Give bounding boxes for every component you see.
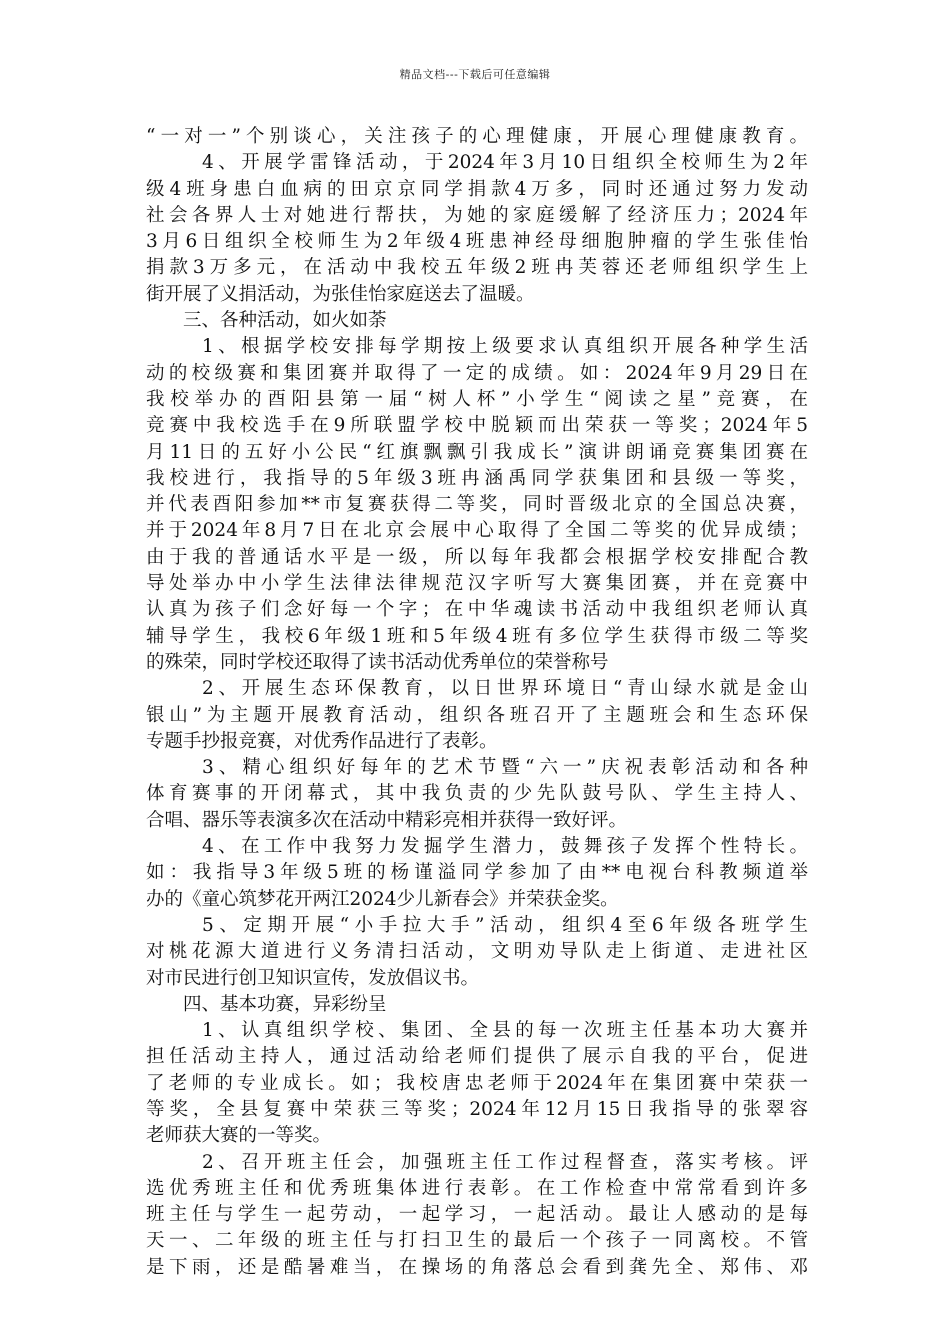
text-line: 2、开展生态环保教育，以日世界环境日“青山绿水就是金山 (202, 678, 808, 700)
text-line: 由于我的普通话水平是一级，所以每年我都会根据学校安排配合教 (146, 546, 808, 568)
text-line: 认真为孩子们念好每一个字；在中华魂读书活动中我组织老师认真 (146, 599, 808, 621)
text-line: 如：我指导3年级5班的杨谨溢同学参加了由**电视台科教频道举 (146, 862, 808, 884)
text-line: 3、精心组织好每年的艺术节暨“六一”庆祝表彰活动和各种 (202, 757, 808, 779)
text-line: 选优秀班主任和优秀班集体进行表彰。在工作检查中常常看到许多 (146, 1177, 808, 1199)
text-line: 班主任与学生一起劳动，一起学习，一起活动。最让人感动的是每 (146, 1204, 808, 1226)
text-line: 导处举办中小学生法律法律规范汉字听写大赛集团赛，并在竞赛中 (146, 573, 808, 595)
text-line: 5、定期开展“小手拉大手”活动，组织4至6年级各班学生 (202, 914, 808, 936)
page-header: 精品文档---下载后可任意编辑 (399, 68, 551, 81)
text-line: 4、在工作中我努力发掘学生潜力，鼓舞孩子发挥个性特长。 (202, 836, 808, 858)
text-line: 对市民进行创卫知识宣传，发放倡议书。 (146, 967, 480, 989)
text-line: 社会各界人士对她进行帮扶，为她的家庭缓解了经济压力；2024年 (146, 204, 808, 226)
text-line: 并代表酉阳参加**市复赛获得二等奖，同时晋级北京的全国总决赛， (146, 494, 808, 516)
text-line: 并于2024年8月7日在北京会展中心取得了全国二等奖的优异成绩； (146, 520, 808, 542)
section-heading: 四、基本功赛，异彩纷呈 (183, 993, 387, 1015)
text-line: 办的《童心筑梦花开两江2024少儿新春会》并荣获金奖。 (146, 888, 619, 910)
text-line: 1、根据学校安排每学期按上级要求认真组织开展各种学生活 (202, 336, 808, 358)
text-line: 银山”为主题开展教育活动，组织各班召开了主题班会和生态环保 (146, 704, 808, 726)
text-line: 对桃花源大道进行义务清扫活动，文明劝导队走上街道、走进社区 (146, 941, 808, 963)
text-line: 我校进行，我指导的5年级3班冉涵禹同学获集团和县级一等奖， (146, 467, 808, 489)
text-line: 体育赛事的开闭幕式，其中我负责的少先队鼓号队、学生主持人、 (146, 783, 808, 805)
text-line: 街开展了义捐活动，为张佳怡家庭送去了温暖。 (146, 283, 535, 305)
text-line: 专题手抄报竞赛，对优秀作品进行了表彰。 (146, 730, 498, 752)
document-body (146, 124, 808, 1281)
text-line: 动的校级赛和集团赛并取得了一定的成绩。如：2024年9月29日在 (146, 362, 808, 384)
section-heading: 三、各种活动，如火如荼 (183, 310, 387, 332)
text-line: “一对一”个别谈心，关注孩子的心理健康，开展心理健康教育。 (146, 126, 808, 147)
text-line: 我校举办的酉阳县第一届“树人杯”小学生“阅读之星”竞赛，在 (146, 388, 808, 410)
text-line: 2、召开班主任会，加强班主任工作过程督查，落实考核。评 (202, 1151, 808, 1173)
text-line: 等奖，全县复赛中荣获三等奖；2024年12月15日我指导的张翠容 (146, 1098, 808, 1120)
text-line: 竞赛中我校选手在9所联盟学校中脱颖而出荣获一等奖；2024年5 (146, 415, 808, 437)
text-line: 了老师的专业成长。如；我校唐忠老师于2024年在集团赛中荣获一 (146, 1072, 808, 1094)
text-line: 是下雨，还是酷暑难当，在操场的角落总会看到龚先全、郑伟、邓 (146, 1256, 808, 1278)
text-line: 的殊荣，同时学校还取得了读书活动优秀单位的荣誉称号 (146, 651, 609, 673)
text-line: 合唱、器乐等表演多次在活动中精彩亮相并获得一致好评。 (146, 809, 628, 831)
text-line: 3月6日组织全校师生为2年级4班患神经母细胞肿瘤的学生张佳怡 (146, 231, 808, 253)
text-line: 月11日的五好小公民“红旗飘飘引我成长”演讲朗诵竞赛集团赛在 (146, 441, 808, 463)
text-line: 级4班身患白血病的田京京同学捐款4万多，同时还通过努力发动 (146, 178, 808, 200)
text-line: 1、认真组织学校、集团、全县的每一次班主任基本功大赛并 (202, 1020, 808, 1042)
text-line: 天一、二年级的班主任与打扫卫生的最后一个孩子一同离校。不管 (146, 1230, 808, 1252)
text-line: 4、开展学雷锋活动，于2024年3月10日组织全校师生为2年 (202, 152, 808, 174)
text-line: 老师获大赛的一等奖。 (146, 1125, 332, 1147)
text-line: 捐款3万多元，在活动中我校五年级2班冉芙蓉还老师组织学生上 (146, 257, 808, 279)
text-line: 担任活动主持人，通过活动给老师们提供了展示自我的平台，促进 (146, 1046, 808, 1068)
text-line: 辅导学生，我校6年级1班和5年级4班有多位学生获得市级二等奖 (146, 625, 808, 647)
